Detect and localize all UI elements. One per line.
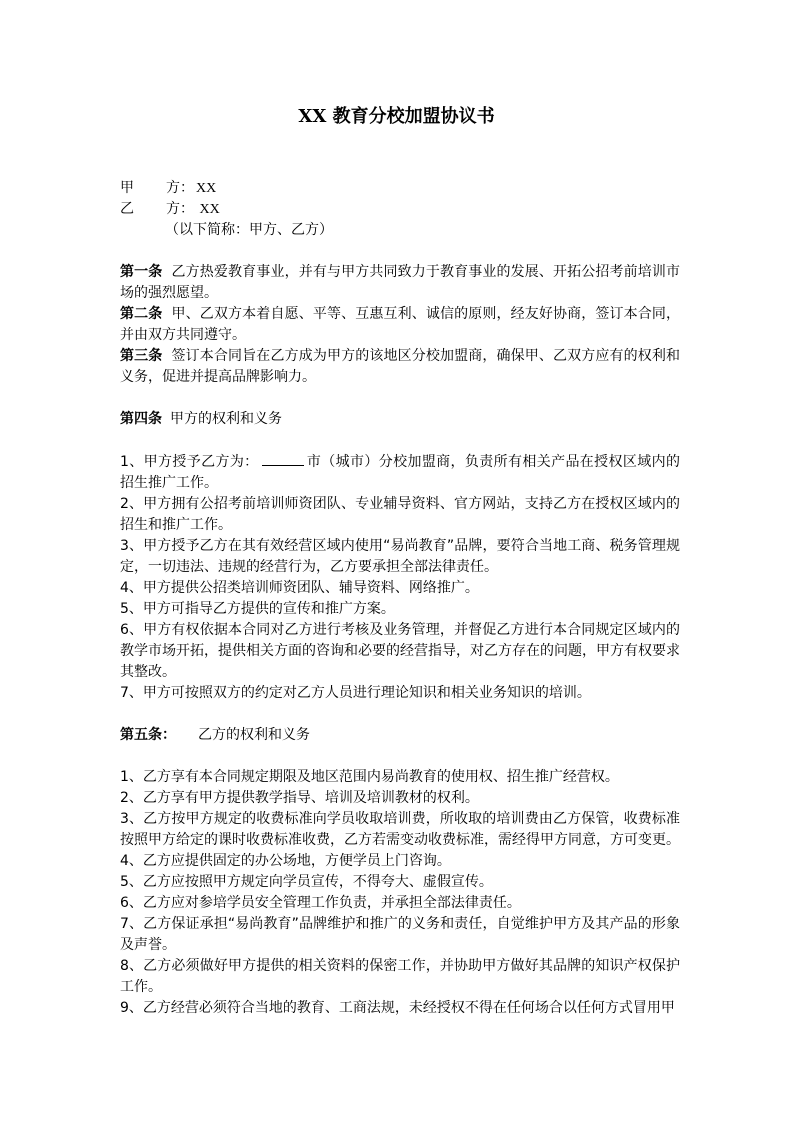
spacer — [120, 430, 680, 451]
spacer — [120, 241, 680, 262]
article-1-text: 乙方热爱教育事业，并有与甲方共同致力于教育事业的发展、开拓公招考前培训市场的强烈愿望。 — [120, 264, 681, 301]
section-5-number: 第五条： — [120, 727, 176, 743]
abbreviation-note: （以下简称：甲方、乙方） — [165, 222, 333, 238]
section-4-number: 第四条 — [120, 411, 162, 427]
section-4-heading — [120, 409, 680, 430]
section-5-item: 4、乙方应提供固定的办公场地，方便学员上门咨询。 — [120, 853, 451, 869]
party-b-label — [120, 199, 196, 220]
article-3-number: 第三条 — [120, 348, 163, 364]
spacer — [120, 388, 680, 409]
section-4-item: 7、甲方可按照双方的约定对乙方人员进行理论知识和相关业务知识的培训。 — [120, 685, 591, 701]
section-5-item: 5、乙方应按照甲方规定向学员宣传，不得夸大、虚假宣传。 — [120, 874, 493, 890]
article-1 — [120, 262, 680, 304]
article-2 — [120, 304, 680, 346]
document-body — [120, 178, 680, 1019]
section-5-heading — [120, 725, 680, 746]
section-5-item: 7、乙方保证承担“易尚教育”品牌维护和推广的义务和责任，自觉维护甲方及其产品的形象及声誉。 — [120, 916, 680, 953]
section-5-title: 乙方的权利和义务 — [198, 727, 310, 743]
section-5-item: 9、乙方经营必须符合当地的教育、工商法规，未经授权不得在任何场合以任何方式冒用甲 — [120, 1000, 675, 1016]
article-1-number: 第一条 — [120, 264, 163, 280]
section-5-item: 6、乙方应对参培学员安全管理工作负责，并承担全部法律责任。 — [120, 895, 521, 911]
article-2-text: 甲、乙双方本着自愿、平等、互惠互利、诚信的原则，经友好协商，签订本合同，并由双方共同遵守。 — [120, 306, 681, 343]
section-4-item-1-after: 市（城市）分校加盟商，负责所有相关产品在授权区域内的招生推广工作。 — [120, 454, 680, 491]
spacer — [120, 746, 680, 767]
party-b-label-suffix: 方： — [166, 201, 194, 217]
document-title: XX 教育分校加盟协议书 — [298, 106, 495, 127]
party-a-value: XX — [196, 181, 217, 196]
party-b-row — [120, 199, 680, 220]
section-4-item: 6、甲方有权依据本合同对乙方进行考核及业务管理，并督促乙方进行本合同规定区域内的教学市场开拓，提供相关方面的咨询和必要的经营指导，对乙方存在的问题，甲方有权要求其整改。 — [120, 622, 680, 680]
party-b-label-char: 乙 — [120, 201, 134, 217]
section-4-title: 甲方的权利和义务 — [170, 411, 282, 427]
section-4-item: 4、甲方提供公招类培训师资团队、辅导资料、网络推广。 — [120, 580, 479, 596]
section-5-item: 2、乙方享有甲方提供教学指导、培训及培训教材的权利。 — [120, 790, 479, 806]
party-a-label-suffix: 方： — [166, 180, 194, 196]
party-a-label-char: 甲 — [120, 180, 134, 196]
party-b-value: XX — [196, 202, 220, 217]
article-3-text: 签订本合同旨在乙方成为甲方的该地区分校加盟商，确保甲、乙双方应有的权利和义务，促进并提高品牌影响力。 — [120, 348, 681, 385]
party-a-row — [120, 178, 680, 199]
section-4-item: 2、甲方拥有公招考前培训师资团队、专业辅导资料、官方网站，支持乙方在授权区域内的招生和推广工作。 — [120, 496, 680, 533]
section-5-item: 1、乙方享有本合同规定期限及地区范围内易尚教育的使用权、招生推广经营权。 — [120, 769, 619, 785]
party-a-label — [120, 178, 196, 199]
article-3 — [120, 346, 680, 388]
spacer — [120, 704, 680, 725]
section-4-item-1 — [120, 451, 680, 494]
fill-in-blank[interactable] — [262, 451, 304, 466]
section-5-item: 8、乙方必须做好甲方提供的相关资料的保密工作，并协助甲方做好其品牌的知识产权保护工作。 — [120, 958, 680, 995]
section-4-item: 3、甲方授予乙方在其有效经营区域内使用“易尚教育”品牌，要符合当地工商、税务管理规定，一切违法、违规的经营行为，乙方要承担全部法律责任。 — [120, 538, 680, 575]
section-5-item: 3、乙方按甲方规定的收费标准向学员收取培训费，所收取的培训费由乙方保管，收费标准按照甲方给定的课时收费标准收费，乙方若需变动收费标准，需经得甲方同意，方可变更。 — [120, 811, 680, 848]
section-4-item-1-before: 1、甲方授予乙方为： — [120, 454, 259, 470]
article-2-number: 第二条 — [120, 306, 163, 322]
section-4-item: 5、甲方可指导乙方提供的宣传和推广方案。 — [120, 601, 395, 617]
